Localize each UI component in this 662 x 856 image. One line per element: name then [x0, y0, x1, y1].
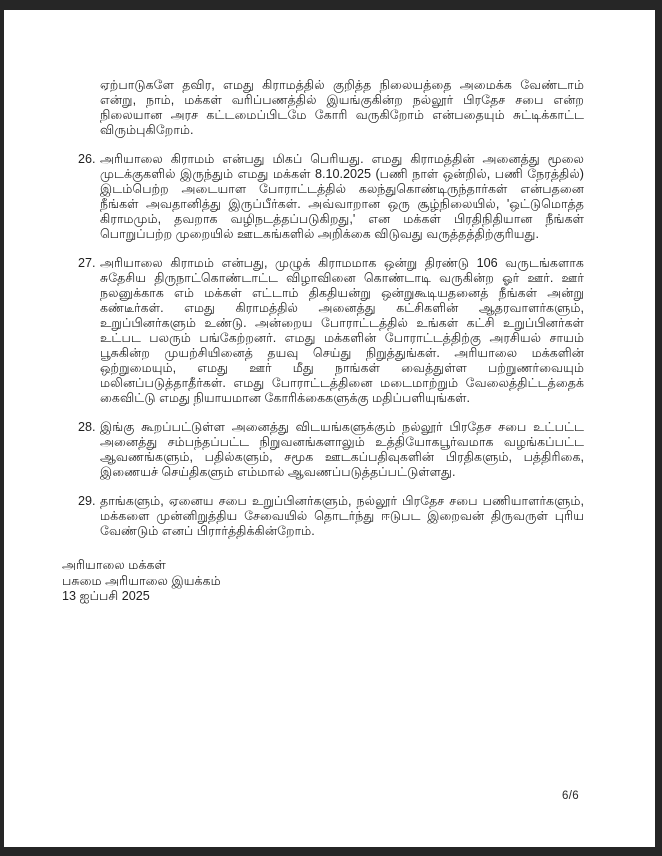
- paragraph-number: 29.: [78, 494, 96, 508]
- paragraph-text: அரியாலை கிராமம் என்பது, முழுக் கிராமமாக ஒன்று திரண்டு 106 வருடங்களாக சுதேசிய திருநாட்கொண்டாட்ட விழாவினை கொண்டாடி வருகின்ற ஓர் ஊர். ஊர் நலனுக்காக எம் மக்கள் எட்டாம் திகதியன்று ஒன்றுகூடியதனைத் நீங்கள் அன்று கண்டீர்கள். எமது கிராமத்தில் அனைத்து கட்சிகளின் ஆதரவாளர்களும், உறுப்பினர்களும் உண்டு. அன்றைய போராட்டத்தில் உங்கள் கட்சி உறுப்பினர்கள் உட்பட பலரும் பங்கேற்றனர். எமது மக்களின் போராட்டத்திற்கு அரசியல் சாயம் பூசுகின்ற முயற்சியினைத் தயவு செய்து நிறுத்துங்கள். அரியாலை மக்களின் ஒற்றுமையும், எமது ஊர் மீது நாங்கள் வைத்துள்ள பற்றுணர்வையும் மலினப்படுத்தாதீர்கள். எமது போராட்டத்தினை மடைமாற்றும் வேலைத்திட்டத்தைக் கைவிட்டு எமது நியாயமான கோரிக்கைகளுக்கு மதிப்பளியுங்கள்.: [100, 256, 584, 405]
- numbered-paragraph: [78, 256, 584, 406]
- paragraph-text: தாங்களும், ஏனைய சபை உறுப்பினர்களும், நல்லூர் பிரதேச சபை பணியாளர்களும், மக்களை முன்னிறுத்திய சேவையில் தொடர்ந்து ஈடுபட இறைவன் திருவருள் புரிய வேண்டும் எனப் பிரார்த்திக்கின்றோம்.: [100, 494, 584, 538]
- page-number: 6/6: [562, 790, 579, 802]
- numbered-paragraph: [78, 152, 584, 242]
- numbered-paragraph: [78, 494, 584, 539]
- paragraph-number: 27.: [78, 256, 96, 270]
- signature-author: அரியாலை மக்கள்: [62, 558, 166, 572]
- signature-block: [62, 558, 221, 605]
- document-body: [78, 78, 584, 553]
- paragraph-text: அரியாலை கிராமம் என்பது மிகப் பெரியது. எமது கிராமத்தின் அனைத்து மூலை முடக்குகளில் இருந்தும் எமது மக்கள் 8.10.2025 (பணி நாள் ஒன்றில், பணி நேரத்தில்) இடம்பெற்ற அடையாள போராட்டத்தில் கலந்துகொண்டிருந்தார்கள் என்பதனை நீங்கள் அவதானித்து இருப்பீர்கள். அவ்வாறான ஒரு சூழ்நிலையில், 'ஒட்டுமொத்த கிராமமும், தவறாக வழிநடத்தப்படுகிறது,' என மக்கள் பிரதிநிதியான நீங்கள் பொறுப்பற்ற முறையில் ஊடகங்களில் அறிக்கை விடுவது வருத்தத்திற்குரியது.: [100, 152, 584, 241]
- signature-date: 13 ஐப்பசி 2025: [62, 589, 150, 603]
- numbered-paragraph: [78, 420, 584, 480]
- signature-organization: பசுமை அரியாலை இயக்கம்: [62, 573, 221, 588]
- numbered-paragraph-list: [78, 152, 584, 539]
- paragraph-number: 28.: [78, 420, 96, 434]
- paragraph-number: 26.: [78, 152, 96, 166]
- paragraph-text: இங்கு கூறப்பட்டுள்ள அனைத்து விடயங்களுக்கும் நல்லூர் பிரதேச சபை உட்பட்ட அனைத்து சம்பந்தப்பட்ட நிறுவனங்களாலும் உத்தியோகபூர்வமாக வழங்கப்பட்ட ஆவணங்களும், பதில்களும், சமூக ஊடகப்பதிவுகளின் பிரதிகளும், பத்திரிகை, இணையச் செய்திகளும் எம்மால் ஆவணப்படுத்தப்பட்டுள்ளது.: [100, 420, 584, 479]
- document-page: [4, 10, 655, 847]
- paragraph-continuation: ஏற்பாடுகளே தவிர, எமது கிராமத்தில் குறித்த நிலையத்தை அமைக்க வேண்டாம் என்று, நாம், மக்கள் வரிப்பணத்தில் இயங்குகின்ற நல்லூர் பிரதேச சபை என்ற நிலையான அரச கட்டமைப்பிடமே கோரி வருகிறோம் என்பதையும் சுட்டிக்காட்ட விரும்புகிறோம்.: [100, 78, 584, 137]
